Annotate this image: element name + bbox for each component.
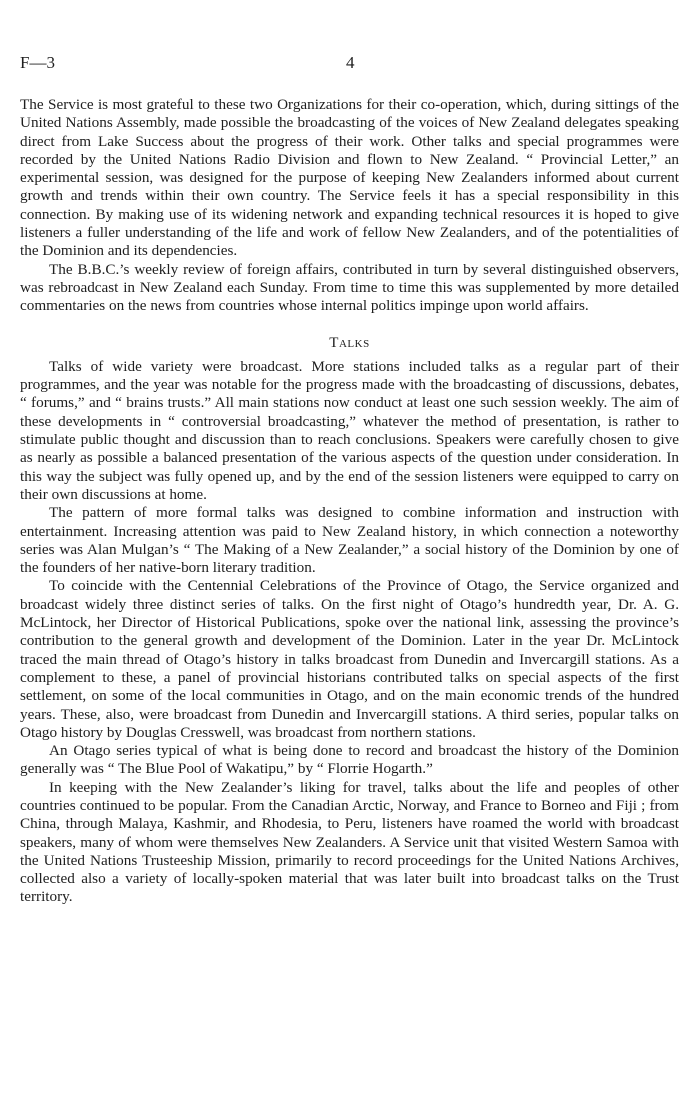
paragraph: To coincide with the Centennial Celebrations of the Province of Otago, the Service organized and broadcast widely three distinct series of talks. On the first night of Otago’s hundredth year, Dr. A. G. McLintock, her Director of Historical Publications, spoke over the national link, assessing the province’s contribution to the general growth and development of the Dominion. Later in the year Dr. McLintock traced the main thread of Otago’s history in talks broadcast from Dunedin and Invercargill stations. As a complement to these, a panel of provincial historians contributed talks on special aspects of the first settlement, on some of the local communities in Otago, and on the main economic trends of the hundred years. These, also, were broadcast from Dunedin and Invercargill stations. A third series, popular talks on Otago history by Douglas Cresswell, was broadcast from northern stations. [20, 577, 679, 741]
paragraph: The pattern of more formal talks was designed to combine information and instruction with entertainment. Increasing attention was paid to New Zealand history, in which connection a noteworthy series was Alan Mulgan’s “ The Making of a New Zealander,” a social history of the Dominion by one of the founders of her native-born literary tradition. [20, 504, 679, 577]
paragraph: The B.B.C.’s weekly review of foreign affairs, contributed in turn by several distinguished observers, was rebroadcast in New Zealand each Sunday. From time to time this was supplemented by more detailed commentaries on the news from countries whose internal politics impinge upon world affairs. [20, 260, 679, 315]
paragraph: An Otago series typical of what is being done to record and broadcast the history of the Dominion generally was “ The Blue Pool of Wakatipu,” by “ Florrie Hogarth.” [20, 742, 679, 778]
document-body [20, 96, 679, 907]
paragraph: Talks of wide variety were broadcast. More stations included talks as a regular part of their programmes, and the year was notable for the progress made with the broadcasting of discussions, debates, “ forums,” and “ brains trusts.” All main stations now conduct at least one such session weekly. The aim of these developments in “ controversial broadcasting,” whatever the method of presentation, is rather to stimulate public thought and discussion than to reach conclusions. Speakers were carefully chosen to give as nearly as possible a balanced presentation of the various aspects of the question under consideration. In this way the subject was fully opened up, and by the end of the session listeners were equipped to carry on their own discussions at home. [20, 357, 679, 503]
document-reference: F—3 [20, 53, 55, 72]
running-head [20, 53, 680, 77]
paragraph: In keeping with the New Zealander’s liking for travel, talks about the life and peoples of other countries continued to be popular. From the Canadian Arctic, Norway, and France to Borneo and Fiji ; from China, through Malaya, Kashmir, and Rhodesia, to Peru, listeners have roamed the world with broadcast speakers, many of whom were themselves New Zealanders. A Service unit that visited Western Samoa with the United Nations Trusteeship Mission, primarily to record proceedings for the United Nations Archives, collected also a variety of locally-spoken material that was later built into broadcast talks on the Trust territory. [20, 778, 679, 906]
page-number: 4 [346, 53, 355, 72]
paragraph: The Service is most grateful to these two Organizations for their co-operation, which, during sittings of the United Nations Assembly, made possible the broadcasting of the voices of New Zealand delegates speaking direct from Lake Success about the progress of their work. Other talks and special programmes were recorded by the United Nations Radio Division and flown to New Zealand. “ Provincial Letter,” an experimental session, was designed for the purpose of keeping New Zealanders informed about current growth and trends within their own country. The Service feels it has a special responsibility in this connection. By making use of its widening network and expanding technical resources it is hoped to give listeners a fuller understanding of the life and work of fellow New Zealanders, and of the potentialities of the Dominion and its dependencies. [20, 96, 679, 260]
section-heading-talks: Talks [329, 334, 370, 351]
